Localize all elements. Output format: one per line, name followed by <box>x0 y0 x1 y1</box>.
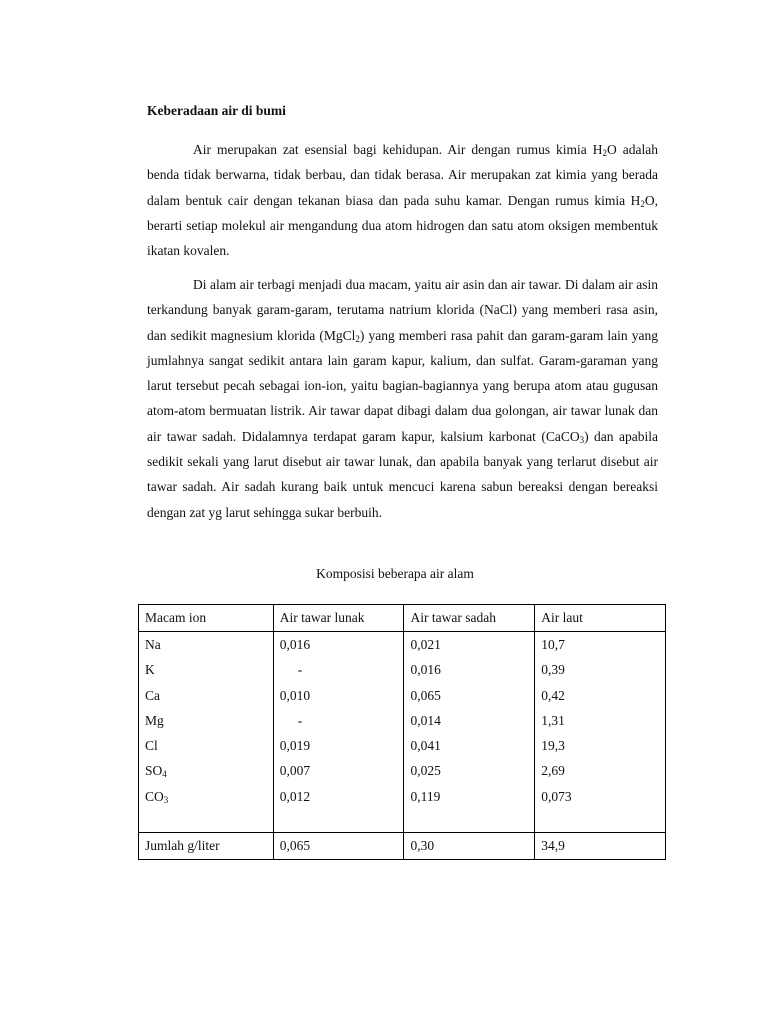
soft-water-column <box>273 632 404 833</box>
ion-cell: Mg <box>145 712 164 728</box>
hard-water-cell: 0,065 <box>410 687 441 703</box>
total-soft-water-cell: 0,065 <box>273 833 404 860</box>
hard-water-cell: 0,025 <box>410 763 441 779</box>
total-label-cell: Jumlah g/liter <box>139 833 274 860</box>
ion-cell: $CO_3$ <box>145 788 169 805</box>
para2-text-3: ) dan apabila sedikit sekali yang larut disebut air tawar lunak, dan apabila banyak yang terlarut disebut air tawar sadah. Air sadah kurang baik untuk mencuci karena sabun bereaksi dengan bereaksi dengan zat yg larut sehingga sukar berbuih. <box>147 428 658 520</box>
soft-water-cell: 0,016 <box>279 637 311 652</box>
para2-text-2: ) yang memberi rasa pahit dan garam-garam lain yang jumlahnya sangat sedikit antara lain garam kapur, kalium, dan sulfat. Garam-garaman yang larut tersebut pecah sebagai ion-ion, yaitu bagian-bagiannya yang berupa atom atau gugusan atom-atom bermuatan listrik. Air tawar dapat dibagi dalam dua golongan, air tawar lunak dan air tawar sadah. Didalamnya terdapat garam kapur, kalsium karbonat (CaCO <box>147 327 658 444</box>
total-hard-water-cell: 0,30 <box>404 833 535 860</box>
ion-cell: Na <box>145 637 161 652</box>
soft-water-cell: 0,010 <box>279 687 311 703</box>
sea-water-column <box>535 632 666 833</box>
soft-water-cell: 0,012 <box>279 788 311 804</box>
soft-water-cell: 0,019 <box>279 738 311 754</box>
para1-text-3: O, berarti setiap molekul air mengandung dua atom hidrogen dan satu atom oksigen membentuk ikatan kovalen. <box>147 192 658 259</box>
composition-table <box>138 604 666 860</box>
sea-water-cell: 19,3 <box>541 738 565 754</box>
sea-water-cell: 0,42 <box>541 687 565 703</box>
hard-water-cell: 0,016 <box>410 662 441 678</box>
ion-cell: Ca <box>145 687 160 703</box>
hard-water-cell: 0,041 <box>410 738 441 754</box>
header-cell-soft-water: Air tawar lunak <box>273 605 404 632</box>
paragraph-water-types <box>147 272 658 525</box>
header-cell-ion: Macam ion <box>139 605 274 632</box>
hard-water-column <box>404 632 535 833</box>
section-heading: Keberadaan air di bumi <box>147 103 286 118</box>
table-header-row <box>139 605 666 632</box>
ion-column <box>139 632 274 833</box>
para2-text-1: Di alam air terbagi menjadi dua macam, yaitu air asin dan air tawar. Di dalam air asin terkandung banyak garam-garam, terutama natrium klorida (NaCl) yang memberi rasa asin, dan sedikit magnesium klorida (MgCl <box>147 277 658 343</box>
para1-subscript-1: 2 <box>602 148 608 158</box>
soft-water-cell: - <box>297 712 303 728</box>
para1-text-2: O adalah benda tidak berwarna, tidak berbau, dan tidak berasa. Air merupakan zat kimia yang berada dalam bentuk cair dengan tekanan biasa dan pada suhu kamar. Dengan rumus kimia H <box>147 142 658 208</box>
ion-cell: K <box>145 662 155 678</box>
para1-text-1: Air merupakan zat esensial bagi kehidupan. Air dengan rumus kimia H <box>193 142 603 157</box>
ion-cell: $SO_4$ <box>145 763 167 780</box>
para2-subscript-1: 2 <box>355 333 360 344</box>
header-cell-sea-water: Air laut <box>535 605 666 632</box>
para2-subscript-2: 3 <box>579 434 585 445</box>
sea-water-cell: 0,39 <box>541 662 565 678</box>
total-sea-water-cell: 34,9 <box>535 833 666 860</box>
sea-water-cell: 1,31 <box>541 712 565 728</box>
hard-water-cell: 0,021 <box>410 637 441 652</box>
paragraph-water-definition <box>147 137 658 263</box>
soft-water-cell: - <box>297 662 303 678</box>
header-cell-hard-water: Air tawar sadah <box>404 605 535 632</box>
ion-cell: Cl <box>145 738 158 754</box>
sea-water-cell: 2,69 <box>541 763 565 779</box>
table-total-row <box>139 833 666 860</box>
hard-water-cell: 0,119 <box>410 788 441 804</box>
soft-water-cell: 0,007 <box>279 763 311 779</box>
hard-water-cell: 0,014 <box>410 712 441 728</box>
para1-subscript-2: 2 <box>640 198 645 209</box>
sea-water-cell: 10,7 <box>541 637 565 652</box>
sea-water-cell: 0,073 <box>541 788 572 804</box>
table-body-row <box>139 632 666 833</box>
table-caption: Komposisi beberapa air alam <box>316 566 474 581</box>
